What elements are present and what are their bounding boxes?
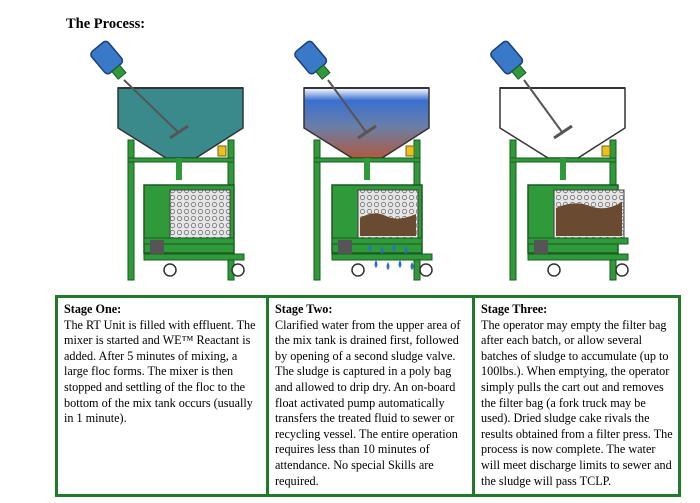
process-table xyxy=(55,295,681,497)
valve-icon xyxy=(218,146,226,156)
mixer-motor-icon xyxy=(489,40,530,83)
sludge-cake-icon xyxy=(556,202,622,236)
stage-two-illustration xyxy=(282,40,472,285)
mixer-motor-icon xyxy=(293,40,334,83)
stage-three-cell xyxy=(472,298,678,494)
valve-icon xyxy=(406,146,414,156)
stage-one-cell xyxy=(58,298,266,494)
stage-two-title: Stage Two: xyxy=(275,302,333,316)
stage-three-text: The operator may empty the filter bag after each batch, or allow several batches of sludge to accumulate (up to 100lbs.). When emptying, the operator simply pulls the cart out and removes the filter bag (a fork truck may be used). Dried sludge cake rivals the results obtained from a filter press. The process is now complete. The water will meet discharge limits to sewer and the sludge will pass TCLP. xyxy=(481,317,673,488)
stage-one-text: The RT Unit is filled with effluent. The mixer is started and WE™ Reactant is added. After 5 minutes of mixing, a large floc forms. The mixer is then stopped and settling of the floc to the bottom of the mix tank occurs (usually in 1 minute). xyxy=(64,317,256,426)
valve-icon xyxy=(602,146,610,156)
page-heading: The Process: xyxy=(66,16,146,32)
stage-one-illustration xyxy=(78,40,268,285)
stage-two-cell xyxy=(266,298,472,494)
stage-three-title: Stage Three: xyxy=(481,302,548,316)
stage-three-illustration xyxy=(478,40,668,285)
stage-one-title: Stage One: xyxy=(64,302,122,316)
stage-two-text: Clarified water from the upper area of the mix tank is drained first, followed by opening of a second sludge valve. The sludge is captured in a poly bag and allowed to drip dry. An on-board float activated pump automatically transfers the treated fluid to sewer or recycling vessel. The entire operation requires less than 10 minutes of attendance. No special Skills are required. xyxy=(275,317,461,488)
mixer-motor-icon xyxy=(89,40,130,83)
